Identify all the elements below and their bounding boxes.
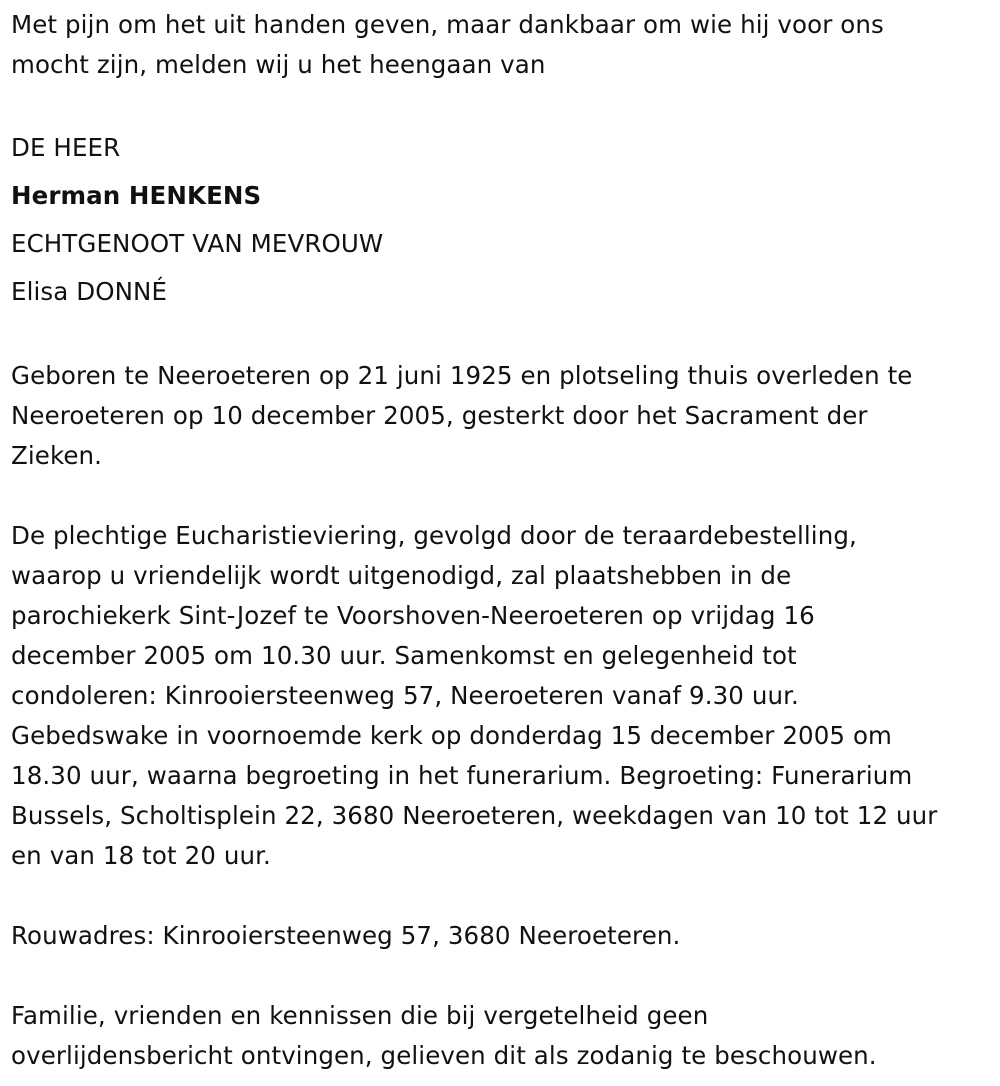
ceremony-line: en van 18 tot 20 uur. — [11, 841, 271, 870]
closing-paragraph — [11, 996, 991, 1076]
spacer — [11, 956, 991, 996]
ceremony-line: december 2005 om 10.30 uur. Samenkomst en gelegenheid tot — [11, 641, 797, 670]
deceased-relation: ECHTGENOOT VAN MEVROUW — [11, 229, 384, 258]
spacer — [11, 476, 991, 516]
ceremony-line: condoleren: Kinrooiersteenweg 57, Neeroeteren vanaf 9.30 uur. — [11, 681, 799, 710]
deceased-block — [11, 124, 991, 316]
closing-line: Familie, vrienden en kennissen die bij vergetelheid geen — [11, 1001, 709, 1030]
intro-line: Met pijn om het uit handen geven, maar dankbaar om wie hij voor ons — [11, 10, 884, 39]
ceremony-line: 18.30 uur, waarna begroeting in het funerarium. Begroeting: Funerarium — [11, 761, 913, 790]
spacer — [11, 85, 991, 125]
birth-death-paragraph — [11, 356, 991, 476]
address-paragraph — [11, 916, 991, 956]
spacer — [11, 316, 991, 356]
intro-paragraph — [11, 5, 991, 85]
intro-line: mocht zijn, melden wij u het heengaan van — [11, 50, 546, 79]
ceremony-line: waarop u vriendelijk wordt uitgenodigd, zal plaatshebben in de — [11, 561, 792, 590]
closing-line: overlijdensbericht ontvingen, gelieven dit als zodanig te beschouwen. — [11, 1041, 877, 1070]
ceremony-line: Gebedswake in voornoemde kerk op donderdag 15 december 2005 om — [11, 721, 893, 750]
birth-death-line: Neeroeteren op 10 december 2005, gesterkt door het Sacrament der — [11, 401, 868, 430]
mourning-address: Rouwadres: Kinrooiersteenweg 57, 3680 Neeroeteren. — [11, 921, 681, 950]
spouse-name: Elisa DONNÉ — [11, 277, 168, 306]
obituary-document — [11, 5, 991, 1076]
deceased-name: Herman HENKENS — [11, 181, 262, 210]
ceremony-line: Bussels, Scholtisplein 22, 3680 Neeroeteren, weekdagen van 10 tot 12 uur — [11, 801, 938, 830]
spacer — [11, 876, 991, 916]
ceremony-line: De plechtige Eucharistieviering, gevolgd door de teraardebestelling, — [11, 521, 857, 550]
birth-death-line: Zieken. — [11, 441, 103, 470]
ceremony-paragraph — [11, 516, 991, 876]
birth-death-line: Geboren te Neeroeteren op 21 juni 1925 en plotseling thuis overleden te — [11, 361, 913, 390]
deceased-title: DE HEER — [11, 133, 121, 162]
ceremony-line: parochiekerk Sint-Jozef te Voorshoven-Neeroeteren op vrijdag 16 — [11, 601, 815, 630]
